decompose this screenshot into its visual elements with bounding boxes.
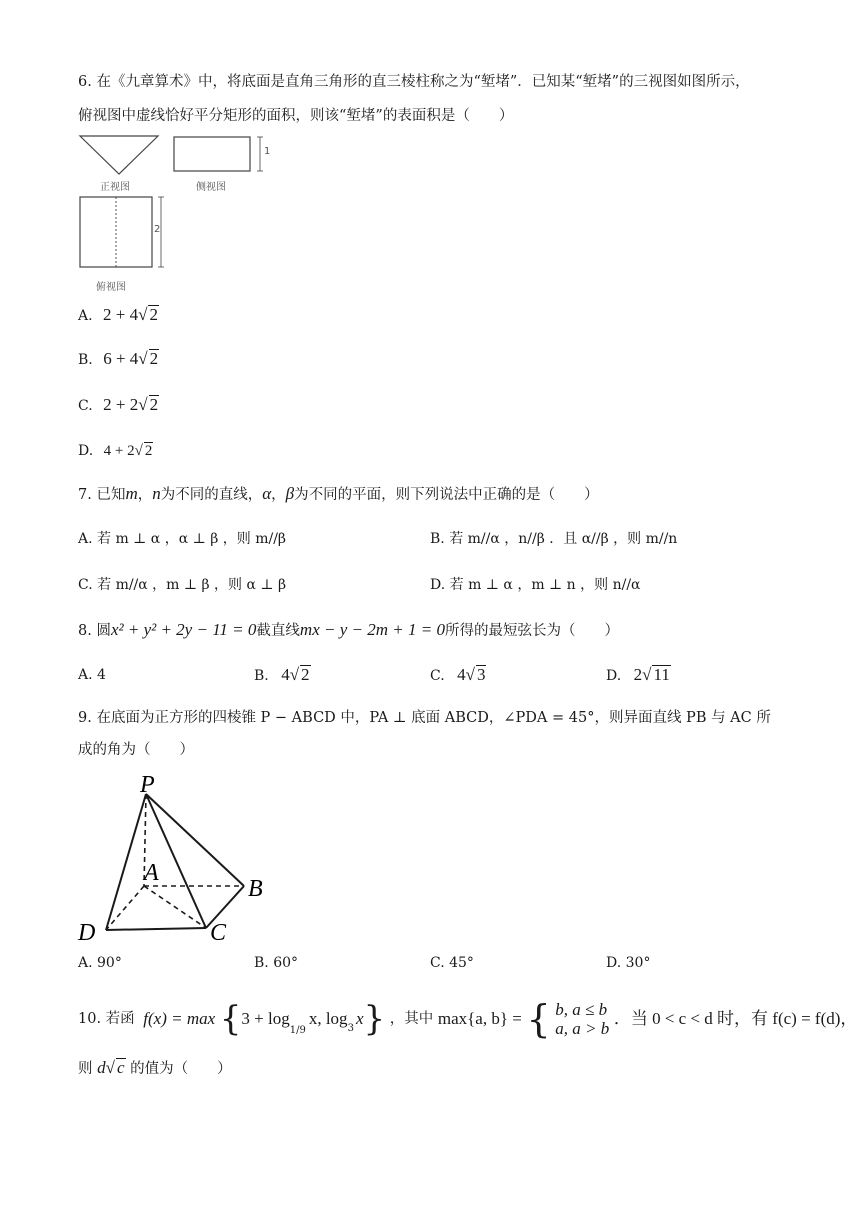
text: 则	[78, 1061, 93, 1077]
case-2: a, a > b	[555, 1019, 610, 1038]
q8-stem	[78, 620, 619, 641]
option-label: D.	[606, 668, 622, 684]
q7-option-d[interactable]: D. 若 m ⊥ α ，m ⊥ n ，则 n//α	[430, 577, 641, 593]
sqrt-sign: √	[138, 349, 148, 368]
option-math: 4	[457, 665, 466, 684]
q6-stem-line2: 俯视图中虚线恰好平分矩形的面积，则该“堑堵”的表面积是（ ）	[78, 108, 514, 124]
q9-stem-line2: 成的角为（ ）	[78, 742, 194, 758]
q8-prefix: 8. 圆	[78, 623, 111, 639]
max-definition: max{a, b} =	[437, 1009, 522, 1028]
q9-option-d[interactable]: D. 30°	[606, 955, 651, 971]
option-math: 2 + 2	[103, 395, 139, 414]
q6-side-caption: 侧视图	[196, 182, 226, 193]
vertex-label-a: A	[144, 860, 159, 886]
text: 为不同的直线，	[160, 487, 263, 503]
option-math: 4 + 2	[103, 443, 135, 459]
q9-pyramid-figure	[76, 770, 276, 942]
q8-option-a[interactable]: A. 4	[78, 667, 106, 683]
brace-content-2: x, log	[308, 1009, 348, 1028]
q9-option-a[interactable]: A. 90°	[78, 955, 122, 971]
q6-top-dim: 2	[154, 224, 161, 235]
q8-option-b[interactable]	[254, 664, 311, 687]
radicand: 11	[653, 665, 670, 684]
q8-option-d[interactable]	[606, 664, 671, 687]
case-brace: {	[526, 997, 551, 1041]
option-label: C.	[430, 668, 445, 684]
option-math: 2	[633, 665, 643, 684]
sep: ，	[137, 487, 153, 503]
option-label: B.	[78, 352, 93, 368]
q6-front-view	[78, 134, 162, 178]
q7-stem	[78, 484, 599, 505]
option-math: 6 + 4	[103, 349, 139, 368]
q6-option-b[interactable]	[78, 348, 159, 371]
case-1: b, a ≤ b	[555, 1000, 608, 1019]
option-label: B.	[254, 668, 269, 684]
q9-option-b[interactable]: B. 60°	[254, 955, 299, 971]
cases	[555, 1000, 609, 1038]
q7-option-b[interactable]: B. 若 m//α ，n//β ．且 α//β ，则 m//n	[430, 531, 678, 547]
sqrt-sign: √	[289, 665, 300, 684]
q8-option-c[interactable]	[430, 664, 486, 687]
q7-option-c[interactable]: C. 若 m//α ，m ⊥ β ，则 α ⊥ β	[78, 577, 287, 593]
brace-content: 3 + log	[241, 1009, 290, 1028]
text: ，其中	[389, 1011, 434, 1027]
q6-option-d[interactable]	[78, 440, 153, 462]
sqrt-sign: √	[105, 1058, 115, 1077]
log-base: 1/9	[289, 1025, 306, 1036]
q10-stem-line2	[78, 1058, 232, 1079]
sqrt-sign: √	[138, 305, 148, 324]
radicand: 2	[149, 305, 158, 324]
text: 为不同的平面，则下列说法中正确的是（ ）	[294, 487, 599, 503]
q6-top-caption: 俯视图	[96, 282, 126, 293]
sep: ，	[271, 487, 286, 503]
q6-side-dim: 1	[264, 146, 271, 157]
radicand: 2	[144, 443, 153, 459]
q10-prefix: 10. 若函	[78, 1011, 135, 1027]
var-d: d	[97, 1058, 106, 1077]
q6-stem-line1: 6. 在《九章算术》中，将底面是直角三角形的直三棱柱称之为“堑堵”．已知某“堑堵”的三视图如图所示，	[78, 74, 750, 90]
vertex-label-d: D	[78, 920, 96, 942]
var-alpha: α	[262, 484, 272, 503]
sqrt-sign: √	[134, 443, 143, 459]
right-brace: }	[363, 999, 386, 1039]
left-brace: {	[219, 999, 242, 1039]
q6-front-caption: 正视图	[100, 182, 130, 193]
q10-stem-line1	[78, 997, 858, 1041]
var-n: n	[152, 484, 161, 503]
function-expr: f(x) = max	[143, 1009, 216, 1028]
option-math: 4	[281, 665, 290, 684]
q7-option-a[interactable]: A. 若 m ⊥ α ，α ⊥ β ，则 m//β	[78, 531, 287, 547]
vertex-label-c: C	[210, 920, 227, 942]
vertex-label-b: B	[248, 876, 263, 902]
vertex-label-p: P	[140, 772, 155, 798]
radicand: c	[116, 1058, 125, 1077]
q7-num: 7. 已知	[78, 487, 126, 503]
circle-equation: x² + y² + 2y − 11 = 0	[110, 620, 257, 639]
var-x: x	[355, 1009, 364, 1028]
option-label: D.	[78, 443, 94, 459]
q6-option-c[interactable]	[78, 394, 159, 417]
text: 截直线	[256, 623, 300, 639]
tail: ．当 0 < c < d 时，有 f(c) = f(d)，	[613, 1009, 858, 1028]
text: 所得的最短弦长为（ ）	[444, 623, 619, 639]
sqrt-sign: √	[138, 395, 148, 414]
radicand: 2	[149, 395, 159, 414]
radicand: 2	[301, 665, 310, 684]
var-beta: β	[285, 484, 295, 503]
sqrt-sign: √	[642, 665, 652, 684]
sqrt-sign: √	[465, 665, 475, 684]
option-label: A.	[78, 308, 93, 324]
line-equation: mx − y − 2m + 1 = 0	[299, 620, 445, 639]
var-m: m	[125, 484, 138, 503]
option-label: C.	[78, 398, 93, 414]
text: 的值为（ ）	[130, 1061, 232, 1077]
option-math: 2 + 4	[103, 305, 139, 324]
radicand: 3	[476, 665, 486, 684]
q6-option-a[interactable]	[78, 304, 159, 327]
q9-option-c[interactable]: C. 45°	[430, 955, 474, 971]
log-base-3: 3	[347, 1023, 354, 1034]
q9-stem-line1: 9. 在底面为正方形的四棱锥 P − ABCD 中，PA ⊥ 底面 ABCD，∠PDA = 45°，则异面直线 PB 与 AC 所	[78, 710, 771, 726]
radicand: 2	[149, 349, 159, 368]
